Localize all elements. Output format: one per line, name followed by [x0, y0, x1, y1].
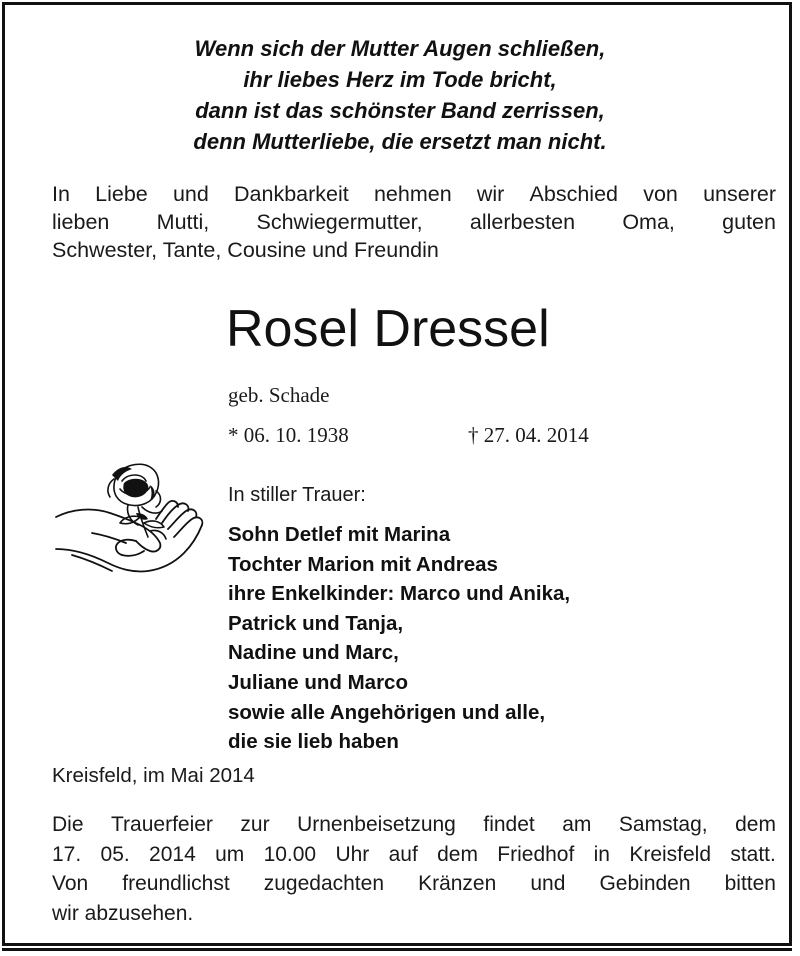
mourner-line: Tochter Marion mit Andreas [228, 552, 498, 576]
poem-line: denn Mutterliebe, die ersetzt man nicht. [193, 129, 607, 154]
poem-line: ihr liebes Herz im Tode bricht, [243, 67, 557, 92]
word: nehmen [373, 182, 452, 206]
service-line: wir abzusehen. [52, 901, 194, 925]
word: Samstag, [618, 813, 708, 836]
birth-date: * 06. 10. 1938 [228, 423, 349, 447]
service-line [52, 869, 776, 899]
bottom-rule [2, 948, 792, 951]
word: am [562, 813, 592, 836]
word: Abschied [529, 182, 618, 206]
mourner-line: Juliane und Marco [228, 670, 408, 694]
word: von [643, 182, 678, 206]
service-line [52, 810, 776, 840]
word: und [172, 182, 209, 206]
service-info [52, 810, 776, 928]
poem-line: dann ist das schönster Band zerrissen, [195, 98, 605, 123]
word: Kränzen [418, 872, 497, 895]
intro-line [52, 180, 776, 208]
word: Dankbarkeit [234, 182, 349, 206]
word: 2014 [149, 842, 196, 866]
word: Uhr [335, 842, 370, 866]
word: Von [52, 872, 89, 895]
mourner-line: die sie lieb haben [228, 730, 399, 754]
poem-line: Wenn sich der Mutter Augen schließen, [194, 36, 606, 61]
mourning-heading: In stiller Trauer: [228, 484, 366, 506]
word: und [530, 872, 566, 895]
place-date: Kreisfeld, im Mai 2014 [52, 764, 255, 787]
intro-line [52, 208, 776, 236]
mourner-line: Sohn Detlef mit Marina [228, 523, 451, 546]
poem [0, 33, 800, 157]
word: unserer [703, 182, 776, 206]
word: Oma, [622, 210, 675, 234]
word: Mutti, [156, 210, 210, 234]
word: 17. [52, 842, 82, 866]
word: wir [476, 182, 505, 206]
word: bitten [724, 872, 776, 895]
mourner-line: Nadine und Marc, [228, 641, 399, 665]
word: statt. [730, 842, 776, 866]
word: Schwiegermutter, [256, 210, 423, 234]
rose-in-hand-icon [52, 455, 212, 595]
word: Friedhof [497, 842, 575, 866]
word: dem [437, 842, 478, 866]
word: zur [240, 813, 270, 836]
service-line [52, 840, 776, 870]
word: um [215, 842, 245, 866]
word: allerbesten [469, 210, 576, 234]
word: Trauerfeier [111, 813, 213, 836]
word: 10.00 [263, 842, 317, 866]
word: findet [483, 813, 535, 836]
mourners-list [228, 520, 570, 757]
word: Kreisfeld [629, 842, 712, 866]
word: Liebe [95, 182, 148, 206]
word: In [52, 182, 70, 206]
word: auf [388, 842, 418, 866]
word: dem [735, 813, 776, 836]
word: freundlichst [122, 872, 230, 895]
mourner-line: ihre Enkelkinder: Marco und Anika, [228, 582, 571, 606]
word: Urnenbeisetzung [297, 813, 456, 836]
word: Die [52, 813, 84, 836]
intro-line: Schwester, Tante, Cousine und Freundin [52, 238, 439, 262]
maiden-name: geb. Schade [228, 383, 330, 407]
death-date: † 27. 04. 2014 [468, 423, 589, 447]
mourner-line: Patrick und Tanja, [228, 611, 404, 635]
word: Gebinden [599, 872, 691, 895]
deceased-name: Rosel Dressel [226, 300, 550, 358]
word: in [593, 842, 610, 866]
word: zugedachten [263, 872, 385, 895]
intro-text [52, 180, 776, 264]
mourner-line: sowie alle Angehörigen und alle, [228, 700, 546, 724]
word: lieben [52, 210, 110, 234]
word: guten [722, 210, 776, 234]
word: 05. [100, 842, 130, 866]
